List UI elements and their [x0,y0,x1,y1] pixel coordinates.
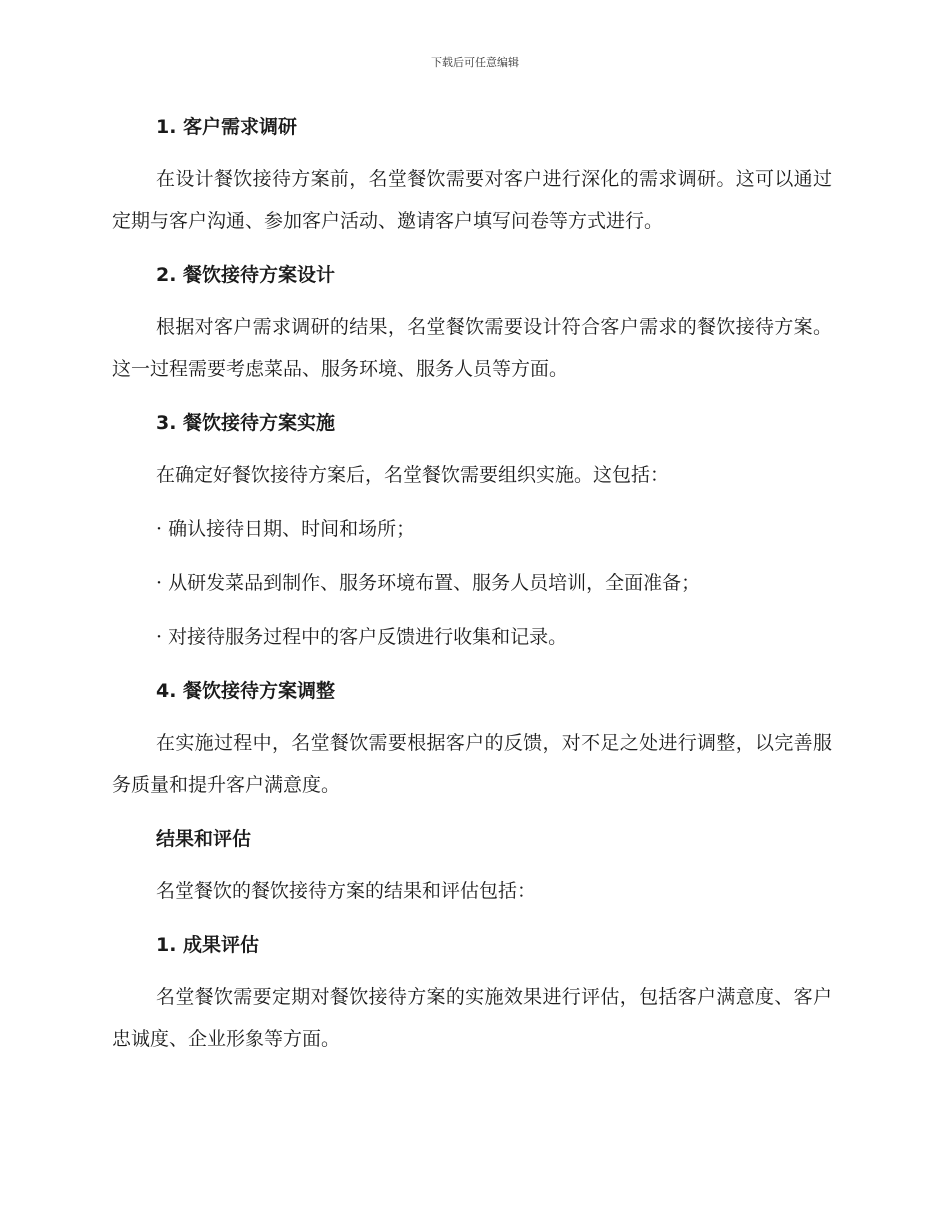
section-heading-2: 2. 餐饮接待方案设计 [156,264,336,286]
section-heading-1: 1. 客户需求调研 [156,116,298,138]
section-paragraph-3: 在确定好餐饮接待方案后，名堂餐饮需要组织实施。这包括： [156,464,670,486]
list-item: · 对接待服务过程中的客户反馈进行收集和记录。 [156,626,568,648]
results-subheading-1: 1. 成果评估 [156,934,260,956]
section-heading-3: 3. 餐饮接待方案实施 [156,412,336,434]
page-header: 下载后可任意编辑 [431,56,519,69]
results-paragraph: 名堂餐饮的餐饮接待方案的结果和评估包括： [156,880,537,902]
section-paragraph-4: 在实施过程中，名堂餐饮需要根据客户的反馈，对不足之处进行调整，以完善服务质量和提升客户满意度。 [112,732,832,796]
section-heading-4: 4. 餐饮接待方案调整 [156,680,336,702]
list-item: · 从研发菜品到制作、服务环境布置、服务人员培训，全面准备； [156,572,701,594]
results-heading: 结果和评估 [156,828,252,850]
section-paragraph-2: 根据对客户需求调研的结果，名堂餐饮需要设计符合客户需求的餐饮接待方案。这一过程需要考虑菜品、服务环境、服务人员等方面。 [112,316,832,380]
results-subparagraph-1: 名堂餐饮需要定期对餐饮接待方案的实施效果进行评估，包括客户满意度、客户忠诚度、企业形象等方面。 [112,986,832,1050]
section-paragraph-1: 在设计餐饮接待方案前，名堂餐饮需要对客户进行深化的需求调研。这可以通过定期与客户沟通、参加客户活动、邀请客户填写问卷等方式进行。 [112,168,832,232]
document-body [112,108,832,1060]
list-item: · 确认接待日期、时间和场所； [156,518,416,540]
